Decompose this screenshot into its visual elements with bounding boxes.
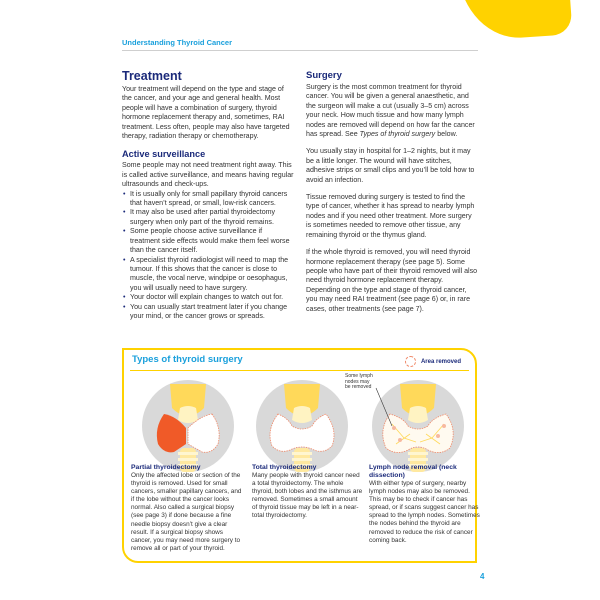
dashed-circle-icon <box>405 356 416 367</box>
panel-rule <box>130 370 469 371</box>
panel-title: Types of thyroid surgery <box>132 354 243 365</box>
active-surveillance-heading: Active surveillance <box>122 149 206 160</box>
surgery-heading: Surgery <box>306 70 342 81</box>
list-item: • A specialist thyroid radiologist will need to map the tumour. If this shows that the cancer is close to muscle, the vocal nerve, windpipe or oesophagus, you will usually need to have surgery. <box>130 256 294 294</box>
treatment-title: Treatment <box>122 69 182 83</box>
list-item: • Some people choose active surveillance if treatment side effects would make them feel worse than the cancer itself. <box>130 227 294 255</box>
surgery-column <box>306 70 478 322</box>
item-heading: Total thyroidectomy <box>252 464 317 471</box>
treatment-intro: Your treatment will depend on the type and stage of the cancer, and your age and general health. Most people will have a combination of surgery, thyroid hormone replacement therapy and, sometimes, RAI treatment. Less often, people may also have targeted therapy, radiation therapy or chemotherapy. <box>122 85 290 141</box>
surgery-paragraph-2: You usually stay in hospital for 1–2 nights, but it may be a little longer. The wound will have stitches, adhesive strips or small clips and you’ll be told how to avoid an infection. <box>306 147 475 184</box>
active-surveillance-intro: Some people may not need treatment right away. This is called active surveillance, and means having regular ultrasounds and check-ups. <box>122 161 294 189</box>
surgery-paragraph-3: Tissue removed during surgery is tested to find the type of cancer, whether it has spread to nearby lymph nodes and if you need other treatment. More surgery is sometimes needed to remove other tissue, any remaining thyroid or the thymus gland. <box>306 193 475 239</box>
surgery-paragraph-1 <box>306 83 478 139</box>
header-rule <box>122 50 478 51</box>
treatment-column <box>122 70 294 321</box>
surgery-types-panel <box>122 348 480 563</box>
list-item: • It is usually only for small papillary thyroid cancers that haven’t spread, or small, low-risk cancers. <box>130 190 294 209</box>
text-span: Surgery is the most common treatment for thyroid cancer. You will be given a general anaesthetic, and the surgeon will make a cut (usually 3–5 cm) across your neck. How much tissue and how many lymph nodes are removed will depend on how far the cancer has spread. See <box>306 83 475 139</box>
item-heading: Partial thyroidectomy <box>131 464 201 471</box>
total-thyroidectomy-illustration <box>254 378 350 474</box>
surgery-paragraph-4: If the whole thyroid is removed, you will need thyroid hormone replacement therapy (see page 5). Some people who have part of their thyroid removed will also need thyroid hormone replacement therapy. Depending on the type and stage of thyroid cancer, you may need RAI treatment (see page 6) or, in rare cases, other treatments (see page 7). <box>306 248 478 313</box>
lymph-node-callout: Some lymph nodes may be removed <box>345 373 373 391</box>
legend-label: Area removed <box>420 358 461 365</box>
running-head: Understanding Thyroid Cancer <box>122 38 233 47</box>
active-surveillance-list <box>122 190 294 322</box>
lymph-node-removal-description <box>369 464 481 545</box>
page-number: 4 <box>480 572 485 581</box>
total-thyroidectomy-description <box>252 464 364 521</box>
corner-decoration <box>457 0 572 42</box>
item-text: Many people with thyroid cancer need a total thyroidectomy. The whole thyroid, both lobes and the isthmus are removed. Sometimes a small amount of thyroid tissue may be left in a near-total thyroidectomy. <box>252 472 363 520</box>
cross-reference: Types of thyroid surgery <box>359 130 436 139</box>
item-text: Only the affected lobe or section of the thyroid is removed. Used for small cancers, smaller papillary cancers, and if the lobe without the cancer looks normal. Also called a surgical biopsy (see page 3) if done because a fine needle biopsy doesn’t give a clear result. If a surgical biopsy shows cancer, you may need more surgery to remove all or part of your thyroid. <box>131 472 242 552</box>
legend <box>405 356 461 367</box>
partial-thyroidectomy-description <box>131 464 243 553</box>
partial-thyroidectomy-illustration <box>140 378 236 474</box>
item-text: With either type of surgery, nearby lymph nodes may also be removed. This may be to check if cancer has spread, or if scans suggest cancer has spread to the lymph nodes. Sometimes the nodes behind the thyroid are removed to reduce the risk of cancer coming back. <box>369 480 480 544</box>
lymph-node-removal-illustration <box>370 378 466 474</box>
list-item: • Your doctor will explain changes to watch out for. <box>130 293 294 302</box>
list-item: • You can usually start treatment later if you change your mind, or the cancer grows or spreads. <box>130 303 294 322</box>
text-span: below. <box>435 130 458 139</box>
item-heading: Lymph node removal (neck dissection) <box>369 464 457 479</box>
list-item: • It may also be used after partial thyroidectomy surgery when only part of the thyroid remains. <box>130 208 294 227</box>
